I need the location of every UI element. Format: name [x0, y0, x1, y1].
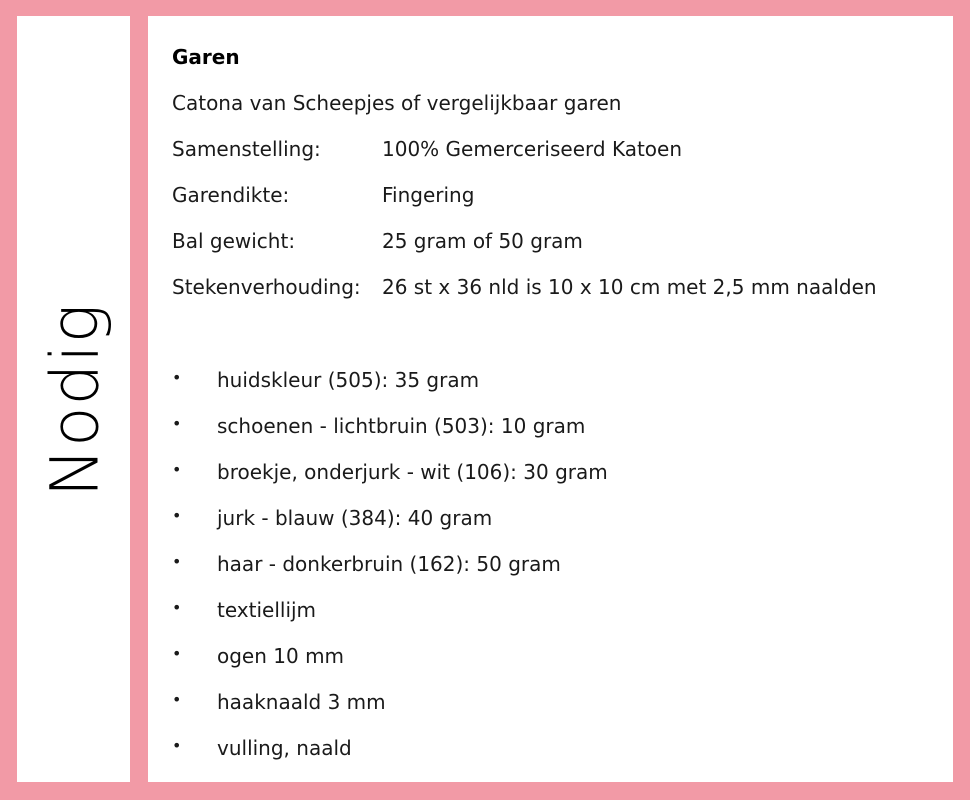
bullet-icon: • [172, 690, 182, 709]
bullet-icon: • [172, 644, 182, 663]
spec-label: Garendikte: [172, 183, 290, 207]
list-item-text: broekje, onderjurk - wit (106): 30 gram [217, 460, 608, 484]
spec-label: Samenstelling: [172, 137, 321, 161]
list-item-text: schoenen - lichtbruin (503): 10 gram [217, 414, 586, 438]
frame-left-border [0, 0, 17, 800]
list-item-text: textiellijm [217, 598, 317, 622]
yarn-heading: Garen [172, 45, 240, 69]
bullet-icon: • [172, 552, 182, 571]
bullet-icon: • [172, 368, 182, 387]
bullet-icon: • [172, 414, 182, 433]
bullet-icon: • [172, 506, 182, 525]
list-item-text: huidskleur (505): 35 gram [217, 368, 480, 392]
frame-right-border [953, 0, 970, 800]
bullet-icon: • [172, 736, 182, 755]
list-item-text: jurk - blauw (384): 40 gram [217, 506, 493, 530]
frame-divider [130, 0, 148, 800]
spec-value: Fingering [382, 183, 475, 207]
list-item-text: ogen 10 mm [217, 644, 345, 668]
spec-value: 100% Gemerceriseerd Katoen [382, 137, 683, 161]
spec-label: Bal gewicht: [172, 229, 296, 253]
list-item-text: haaknaald 3 mm [217, 690, 386, 714]
spec-value: 26 st x 36 nld is 10 x 10 cm met 2,5 mm naalden [382, 275, 877, 299]
sidebar-title: Nodig [36, 302, 114, 498]
bullet-icon: • [172, 460, 182, 479]
spec-value: 25 gram of 50 gram [382, 229, 583, 253]
list-item-text: haar - donkerbruin (162): 50 gram [217, 552, 561, 576]
yarn-description: Catona van Scheepjes of vergelijkbaar garen [172, 91, 622, 115]
bullet-icon: • [172, 598, 182, 617]
list-item-text: vulling, naald [217, 736, 352, 760]
spec-label: Stekenverhouding: [172, 275, 361, 299]
